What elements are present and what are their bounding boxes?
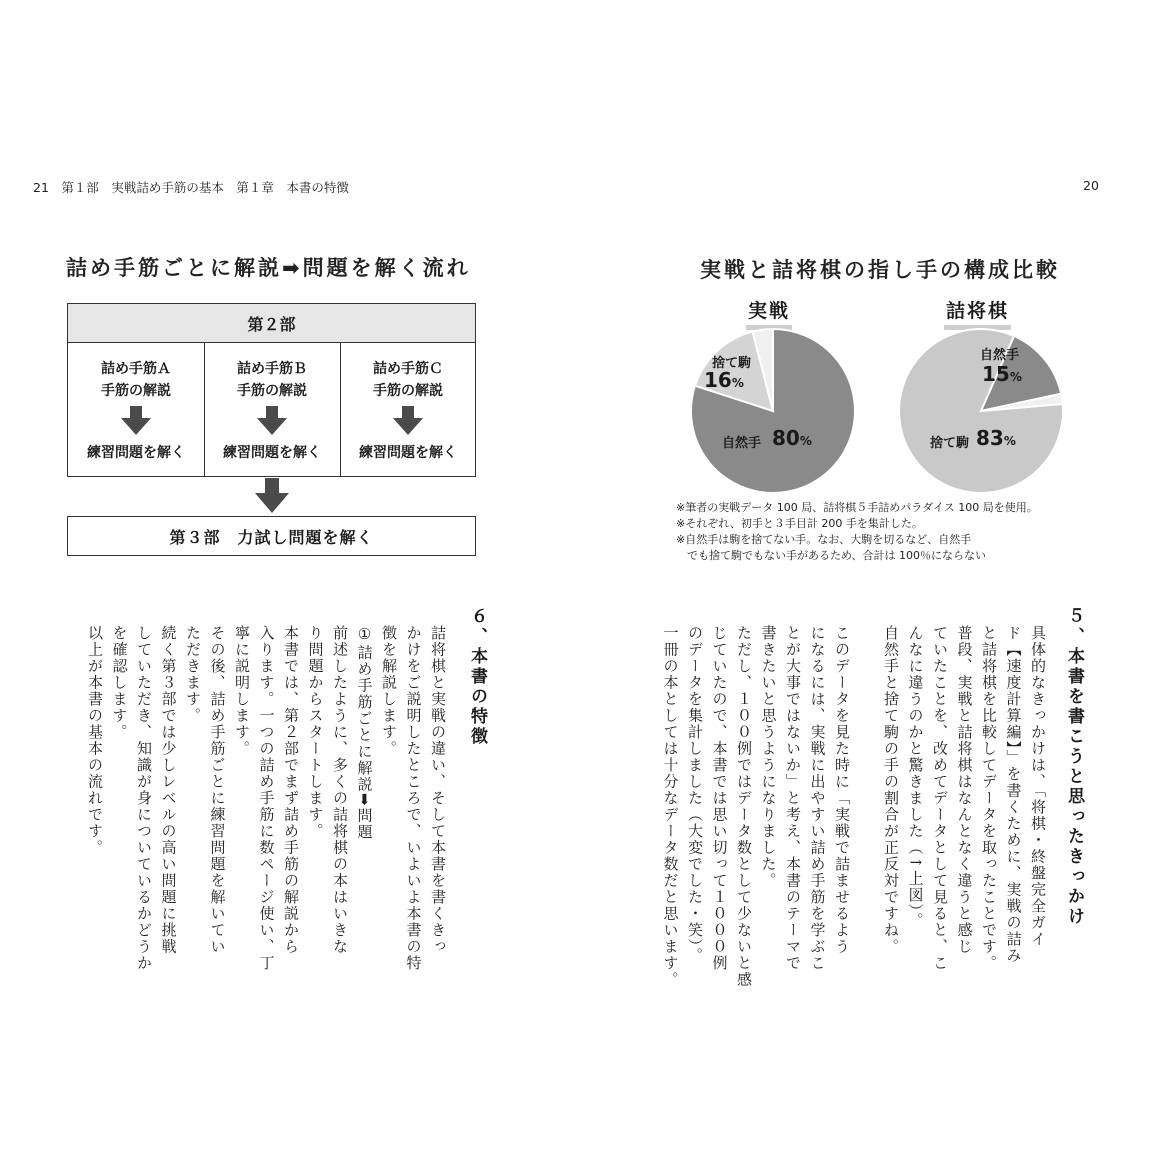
column-title: 詰め手筋Ａ 手筋の解説: [101, 361, 171, 399]
column-tesuji-c: [340, 342, 476, 476]
column-tesuji-a: [68, 342, 205, 476]
section-5-heading: ５、本書を書こうと思ったきっかけ: [1064, 607, 1084, 927]
figure-notes: [676, 500, 1038, 564]
down-arrow-icon: [119, 406, 153, 436]
page-number: 20: [1083, 178, 1099, 193]
column-tesuji-b: [204, 342, 341, 476]
section-5-body: 具体的なきっかけは、「将棋・終盤完全ガイ ド【速度計算編】」を書くために、実戦の詰み と詰将棋を比較してデータを取ったことです。 普段、実戦と詰将棋はなんとなく違うと感じ ていたことを、改めてデータとして見ると、こ んなに違うのかと驚きました（↑上図）。 自然手と捨て駒の手の割合が正反対ですね。 このデータを見た時に「実戦で詰ませるよう になるには、実戦に出やすい詰め手筋を学ぶこ とが大事ではないか」と考え、本書のテーマで 書きたいと思うようになりました。 ただし、１００例ではデータ数として少ないと感 じていたので、本書では思い切って１０００例 のデータを集計しました（大変でした・笑）。 一冊の本としては十分なデータ数だと思います。: [661, 625, 1047, 988]
slice-value-sutegoma: 83%: [976, 426, 1016, 450]
slice-label-sutegoma: 捨て駒: [930, 436, 970, 451]
column-title: 詰め手筋Ｂ 手筋の解説: [237, 361, 307, 399]
slice-value-shizenshu: 15%: [982, 362, 1022, 386]
column-bottom: 練習問題を解く: [359, 445, 457, 461]
part2-header: 第２部: [68, 304, 475, 343]
pie-label-jissen: 実戦: [746, 296, 792, 330]
section-6-heading: ６、本書の特徴: [467, 607, 487, 747]
running-header: 21 第１部 実戦詰め手筋の基本 第１章 本書の特徴: [33, 180, 349, 195]
part3-box: 第３部 力試し問題を解く: [67, 516, 476, 556]
column-title: 詰め手筋Ｃ 手筋の解説: [373, 361, 443, 399]
slice-label-shizenshu: 自然手: [980, 348, 1020, 363]
down-arrow-icon: [254, 478, 290, 514]
column-bottom: 練習問題を解く: [87, 445, 185, 461]
down-arrow-icon: [255, 406, 289, 436]
pie-label-tsumeshogi: 詰将棋: [944, 296, 1011, 330]
slice-value-sutegoma: 16%: [704, 368, 744, 392]
slice-label-shizenshu: 自然手: [722, 436, 762, 451]
note-line: ※自然手は駒を捨てない手。なお、大駒を切るなど、自然手: [676, 533, 972, 546]
section-6-body: 詰将棋と実戦の違い、そして本書を書くきっ かけをご説明したところで、いよいよ本書の特 徴を解説します。 ①詰め手筋ごとに解説➡問題 前述したように、多くの詰将棋の本はいきな り問題からスタートします。 本書では、第２部でまず詰め手筋の解説から 入ります。一つの詰め手筋に数ページ使い、丁 寧に説明します。 その後、詰め手筋ごとに練習問題を解いてい ただきます。 続く第３部では少しレベルの高い問題に挑戦 していただき、知識が身についているかどうか を確認します。 以上が本書の基本の流れです。: [86, 625, 447, 972]
slice-value-shizenshu: 80%: [772, 426, 812, 450]
column-bottom: 練習問題を解く: [223, 445, 321, 461]
pie-comparison-title: 実戦と詰将棋の指し手の構成比較: [700, 258, 1060, 282]
flow-diagram-title: 詰め手筋ごとに解説➡問題を解く流れ: [66, 256, 471, 280]
down-arrow-icon: [391, 406, 425, 436]
slice-label-sutegoma: 捨て駒: [712, 356, 752, 371]
part2-box: [67, 303, 476, 477]
note-line: ※筆者の実戦データ 100 局、詰将棋５手詰めパラダイス 100 局を使用。: [676, 501, 1038, 514]
note-line: ※それぞれ、初手と３手目計 200 手を集計した。: [676, 517, 923, 530]
note-line: でも捨て駒でもない手があるため、合計は 100％にならない: [676, 549, 987, 562]
